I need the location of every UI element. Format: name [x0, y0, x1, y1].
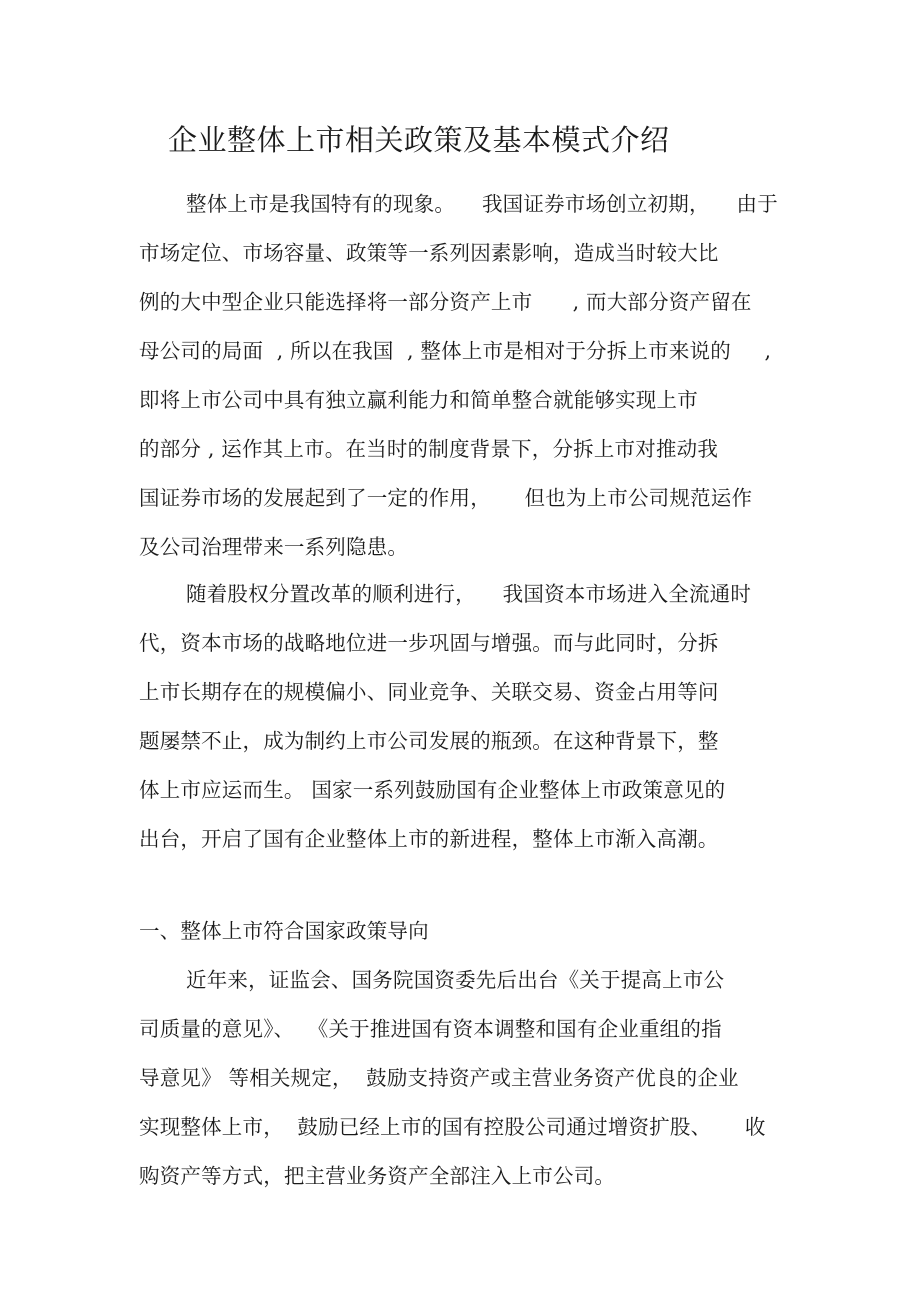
text-line: 及公司治理带来一系列隐患。: [139, 535, 409, 559]
text-line: 出台，开启了国有企业整体上市的新进程，整体上市渐入高潮。: [139, 827, 719, 851]
text-line: 母公司的局面 , 所以在我国 , 整体上市是相对于分拆上市来说的 ,: [139, 339, 772, 363]
text-line: 体上市应运而生。 国家一系列鼓励国有企业整体上市政策意见的: [139, 778, 726, 802]
text-line: 国证券市场的发展起到了一定的作用， 但也为上市公司规范运作: [139, 486, 753, 510]
text-line: 上市长期存在的规模偏小、同业竞争、关联交易、资金占用等问: [139, 680, 719, 704]
text-line: 代，资本市场的战略地位进一步巩固与增强。而与此同时，分拆: [139, 631, 719, 655]
text-line: 即将上市公司中具有独立赢利能力和简单整合就能够实现上市: [139, 388, 698, 412]
text-line: 的部分 , 运作其上市。在当时的制度背景下，分拆上市对推动我: [139, 437, 719, 461]
document-title: 企业整体上市相关政策及基本模式介绍: [168, 123, 670, 157]
text-line: 整体上市是我国特有的现象。 我国证券市场创立初期， 由于: [186, 192, 778, 216]
text-line: 近年来，证监会、国务院国资委先后出台《关于提高上市公: [186, 968, 725, 992]
section-heading: 一、整体上市符合国家政策导向: [139, 919, 429, 943]
text-line: 题屡禁不止，成为制约上市公司发展的瓶颈。在这种背景下，整: [139, 729, 719, 753]
text-line: 导意见》 等相关规定， 鼓励支持资产或主营业务资产优良的企业: [139, 1066, 739, 1090]
text-line: 购资产等方式，把主营业务资产全部注入上市公司。: [139, 1164, 616, 1188]
text-line: 例的大中型企业只能选择将一部分资产上市 , 而大部分资产留在: [139, 290, 752, 314]
text-line: 市场定位、市场容量、政策等一系列因素影响，造成当时较大比: [139, 241, 719, 265]
text-line: 司质量的意见》、 《关于推进国有资本调整和国有企业重组的指: [139, 1017, 722, 1041]
text-line: 随着股权分置改革的顺利进行， 我国资本市场进入全流通时: [186, 582, 752, 606]
text-line: 实现整体上市， 鼓励已经上市的国有控股公司通过增资扩股、 收: [139, 1115, 766, 1139]
